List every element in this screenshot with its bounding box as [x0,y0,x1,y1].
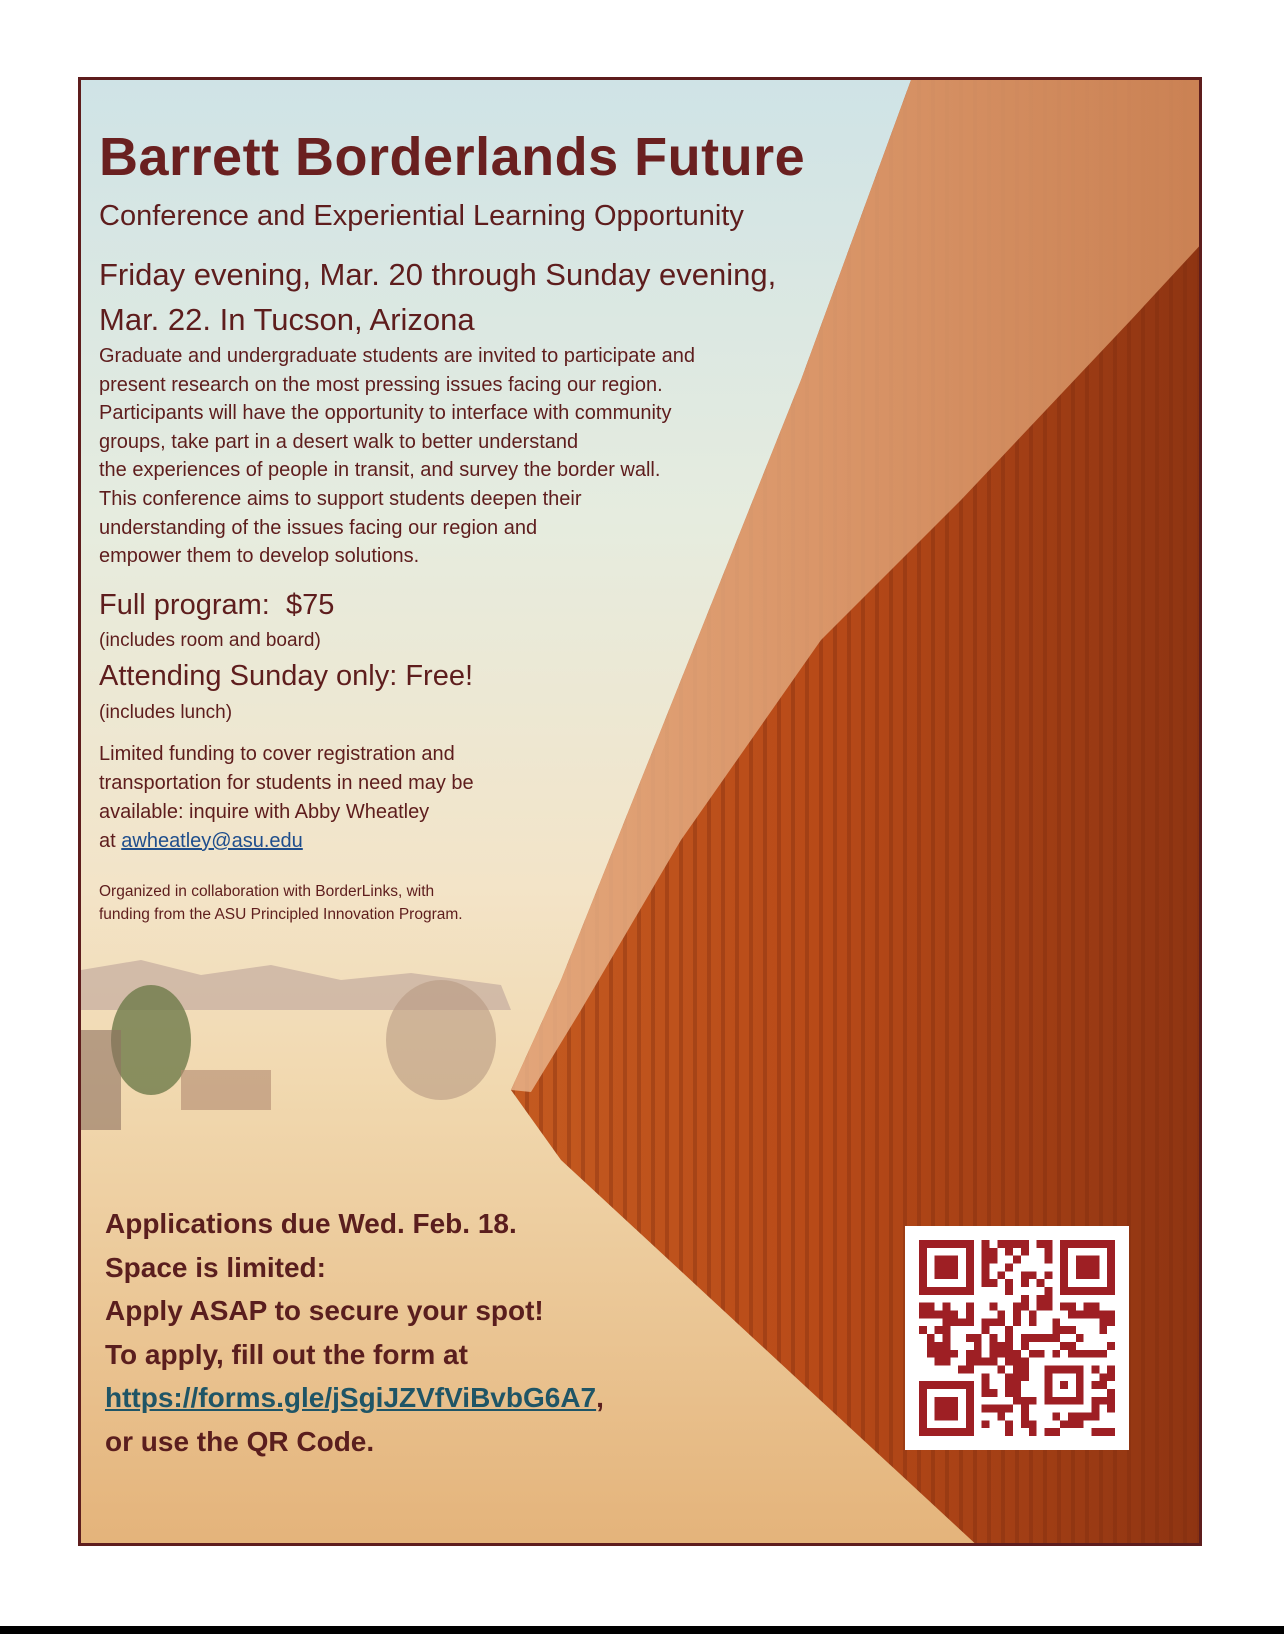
full-program-price [99,589,334,622]
poster-title: Barrett Borderlands Future [99,127,806,187]
event-dates-line: Mar. 22. In Tucson, Arizona [99,302,475,337]
description-line: understanding of the issues facing our region and [99,516,538,539]
description-line: empower them to develop solutions. [99,545,420,568]
description-line: groups, take part in a desert walk to better understand [99,430,579,453]
funding-info [99,740,559,856]
funding-line: available: inquire with Abby Wheatley [99,801,430,823]
event-dates-line: Friday evening, Mar. 20 through Sunday evening, [99,257,777,292]
full-program-label: Full program: [99,589,270,621]
apply-url-line [105,1376,825,1420]
apply-line: or use the QR Code. [105,1425,375,1457]
application-info [105,1202,825,1463]
description-line: Graduate and undergraduate students are invited to participate and [99,345,695,367]
description-line: the experiences of people in transit, and survey the border wall. [99,459,661,482]
description-line: Participants will have the opportunity to interface with community [99,402,672,425]
qr-code-icon[interactable] [919,1240,1115,1436]
organizer-line: funding from the ASU Principled Innovation Program. [99,906,463,923]
qr-code-frame [905,1226,1129,1450]
apply-line: Applications due Wed. Feb. 18. [105,1208,517,1239]
page-bottom-bar [0,1626,1284,1634]
apply-line: Space is limited: [105,1251,326,1283]
poster-subtitle: Conference and Experiential Learning Opportunity [99,200,744,232]
sunday-only-label: Attending Sunday only: Free! [99,660,474,692]
apply-form-link[interactable]: https://forms.gle/jSgiJZVfViBvbG6A7 [105,1382,597,1413]
funding-email-line [99,827,559,856]
full-program-note: (includes room and board) [99,630,321,651]
full-program-amount: $75 [285,589,335,621]
description-line: This conference aims to support students deepen their [99,487,582,510]
apply-url-suffix: , [596,1382,604,1413]
organizer-line: Organized in collaboration with BorderLinks, with [99,883,435,900]
funding-line: Limited funding to cover registration and [99,743,455,765]
apply-line: To apply, fill out the form at [105,1338,468,1370]
funding-email-prefix: at [99,830,116,852]
sunday-only-note: (includes lunch) [99,702,233,723]
organizer-credit [99,880,569,926]
poster [78,77,1202,1546]
funding-line: transportation for students in need may be [99,772,474,794]
description-line: present research on the most pressing issues facing our region. [99,373,663,396]
funding-email-link[interactable]: awheatley@asu.edu [121,830,303,852]
event-description [99,342,799,571]
event-dates [99,252,859,342]
apply-line: Apply ASAP to secure your spot! [105,1295,544,1326]
